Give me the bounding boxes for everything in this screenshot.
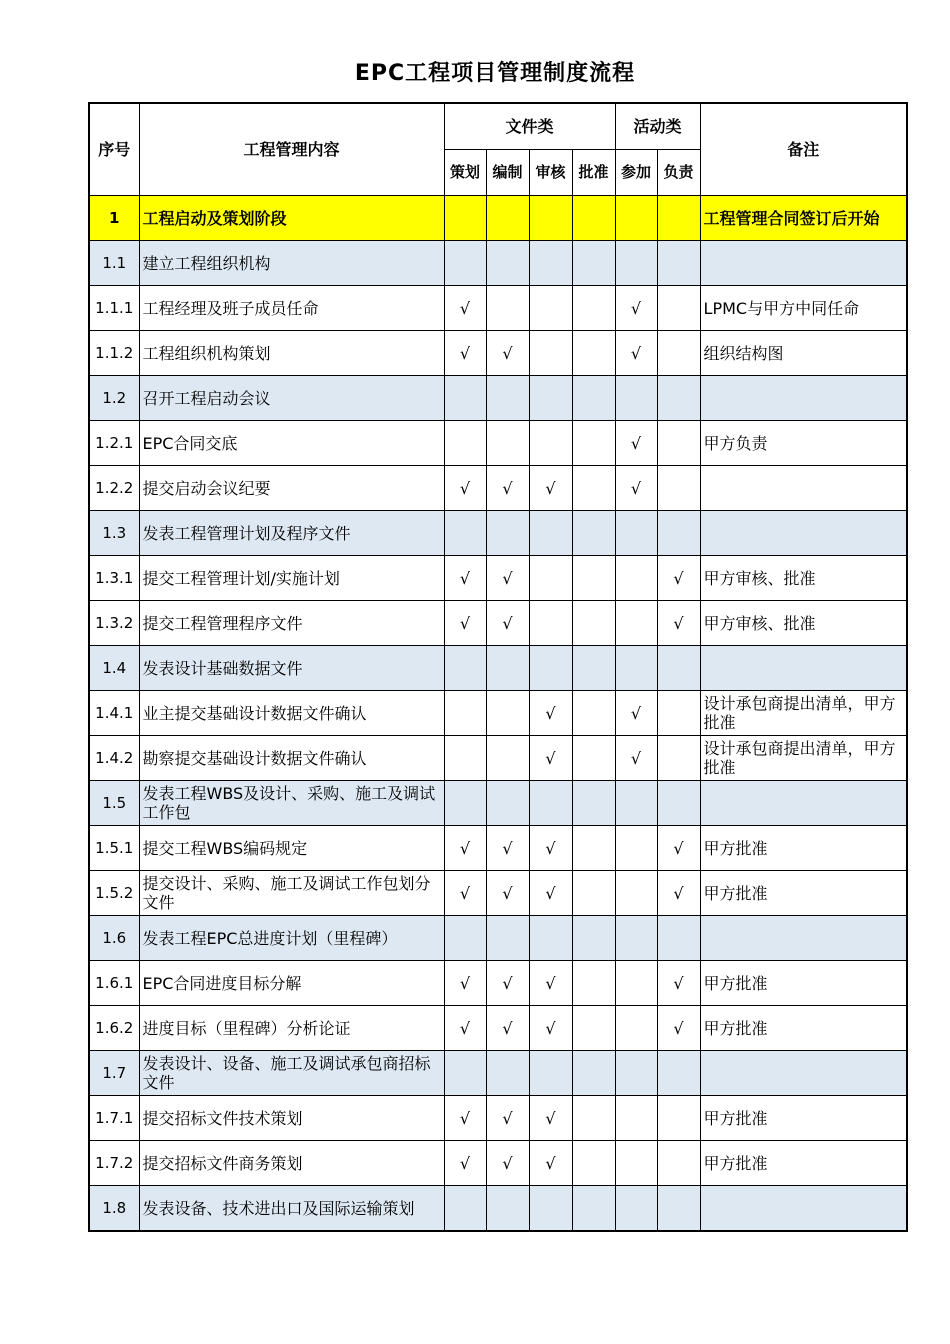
check-responsible: [657, 421, 700, 466]
check-responsible: [657, 646, 700, 691]
check-plan: [444, 691, 486, 736]
check-responsible: [657, 511, 700, 556]
row-remark: [700, 916, 907, 961]
check-participate: [615, 1051, 657, 1096]
check-review: [529, 241, 572, 286]
row-number: 1.5: [89, 781, 139, 826]
check-review: √: [529, 736, 572, 781]
check-review: [529, 331, 572, 376]
row-number: 1.1.2: [89, 331, 139, 376]
header-plan: 策划: [444, 150, 486, 196]
row-remark: 甲方审核、批准: [700, 601, 907, 646]
check-participate: √: [615, 331, 657, 376]
check-compile: √: [486, 1096, 529, 1141]
header-remark: 备注: [700, 103, 907, 196]
row-remark: 甲方批准: [700, 826, 907, 871]
check-approve: [572, 826, 615, 871]
check-compile: √: [486, 1006, 529, 1051]
section-row: [89, 376, 907, 421]
check-plan: [444, 241, 486, 286]
header-activity-group: 活动类: [615, 103, 700, 150]
check-review: [529, 916, 572, 961]
check-approve: [572, 331, 615, 376]
check-plan: [444, 916, 486, 961]
check-compile: [486, 241, 529, 286]
table-row: [89, 961, 907, 1006]
row-remark: 甲方负责: [700, 421, 907, 466]
check-approve: [572, 1141, 615, 1186]
row-remark: 设计承包商提出清单，甲方批准: [700, 736, 907, 781]
row-remark: 甲方批准: [700, 1006, 907, 1051]
check-approve: [572, 376, 615, 421]
check-responsible: √: [657, 826, 700, 871]
check-plan: [444, 196, 486, 241]
header-file-group: 文件类: [444, 103, 615, 150]
row-number: 1.7.1: [89, 1096, 139, 1141]
check-compile: [486, 286, 529, 331]
check-responsible: √: [657, 556, 700, 601]
row-remark: LPMC与甲方中同任命: [700, 286, 907, 331]
section-row: [89, 1051, 907, 1096]
check-approve: [572, 871, 615, 916]
check-review: √: [529, 1096, 572, 1141]
row-number: 1.3.1: [89, 556, 139, 601]
check-plan: √: [444, 286, 486, 331]
row-content: EPC合同交底: [139, 421, 444, 466]
row-number: 1.1: [89, 241, 139, 286]
table-row: [89, 736, 907, 781]
table-body: [89, 196, 907, 1232]
check-review: [529, 601, 572, 646]
row-number: 1.6.2: [89, 1006, 139, 1051]
check-plan: [444, 376, 486, 421]
row-remark: 组织结构图: [700, 331, 907, 376]
row-content: 提交设计、采购、施工及调试工作包划分文件: [139, 871, 444, 916]
check-plan: √: [444, 1006, 486, 1051]
table-row: [89, 1141, 907, 1186]
row-remark: [700, 241, 907, 286]
check-compile: [486, 511, 529, 556]
check-review: √: [529, 826, 572, 871]
header-content: 工程管理内容: [139, 103, 444, 196]
row-number: 1.2.2: [89, 466, 139, 511]
table-row: [89, 871, 907, 916]
check-responsible: [657, 286, 700, 331]
row-number: 1.3.2: [89, 601, 139, 646]
check-compile: [486, 691, 529, 736]
header-compile: 编制: [486, 150, 529, 196]
check-approve: [572, 736, 615, 781]
check-participate: [615, 826, 657, 871]
header-approve: 批准: [572, 150, 615, 196]
check-compile: √: [486, 466, 529, 511]
row-number: 1.4.2: [89, 736, 139, 781]
check-approve: [572, 1096, 615, 1141]
section-row: [89, 241, 907, 286]
check-plan: [444, 1186, 486, 1232]
check-plan: [444, 511, 486, 556]
row-content: 召开工程启动会议: [139, 376, 444, 421]
row-content: 提交启动会议纪要: [139, 466, 444, 511]
row-number: 1.6.1: [89, 961, 139, 1006]
check-participate: [615, 871, 657, 916]
header-no: 序号: [89, 103, 139, 196]
check-participate: √: [615, 286, 657, 331]
table-row: [89, 691, 907, 736]
check-participate: [615, 646, 657, 691]
row-content: 进度目标（里程碑）分析论证: [139, 1006, 444, 1051]
row-content: 提交招标文件商务策划: [139, 1141, 444, 1186]
check-participate: √: [615, 421, 657, 466]
row-content: 发表工程EPC总进度计划（里程碑）: [139, 916, 444, 961]
table-row: [89, 601, 907, 646]
check-plan: √: [444, 1096, 486, 1141]
section-row: [89, 1186, 907, 1232]
row-number: 1.7: [89, 1051, 139, 1096]
check-plan: √: [444, 961, 486, 1006]
check-review: [529, 196, 572, 241]
check-responsible: [657, 331, 700, 376]
check-review: √: [529, 1141, 572, 1186]
check-review: [529, 511, 572, 556]
table-row: [89, 1006, 907, 1051]
check-responsible: [657, 781, 700, 826]
check-review: [529, 1051, 572, 1096]
process-table: [88, 102, 908, 1232]
row-content: EPC合同进度目标分解: [139, 961, 444, 1006]
check-responsible: [657, 196, 700, 241]
check-plan: √: [444, 466, 486, 511]
check-compile: [486, 646, 529, 691]
check-responsible: [657, 736, 700, 781]
check-participate: [615, 1006, 657, 1051]
header-participate: 参加: [615, 150, 657, 196]
section-row: [89, 646, 907, 691]
row-remark: [700, 1186, 907, 1232]
row-remark: [700, 646, 907, 691]
check-participate: [615, 1096, 657, 1141]
check-participate: √: [615, 466, 657, 511]
table-row: [89, 826, 907, 871]
row-number: 1.5.2: [89, 871, 139, 916]
check-approve: [572, 511, 615, 556]
table-row: [89, 466, 907, 511]
check-compile: √: [486, 871, 529, 916]
row-remark: 甲方批准: [700, 961, 907, 1006]
check-compile: [486, 781, 529, 826]
check-review: [529, 556, 572, 601]
check-plan: √: [444, 331, 486, 376]
row-number: 1.7.2: [89, 1141, 139, 1186]
check-approve: [572, 1006, 615, 1051]
row-content: 提交招标文件技术策划: [139, 1096, 444, 1141]
row-content: 发表设计基础数据文件: [139, 646, 444, 691]
row-content: 工程启动及策划阶段: [139, 196, 444, 241]
check-participate: [615, 1141, 657, 1186]
check-participate: [615, 961, 657, 1006]
table-row: [89, 421, 907, 466]
check-compile: [486, 421, 529, 466]
table-row: [89, 1096, 907, 1141]
check-approve: [572, 1186, 615, 1232]
check-approve: [572, 556, 615, 601]
table-row: [89, 331, 907, 376]
check-participate: [615, 241, 657, 286]
row-content: 建立工程组织机构: [139, 241, 444, 286]
row-content: 工程组织机构策划: [139, 331, 444, 376]
check-review: [529, 286, 572, 331]
table-row: [89, 286, 907, 331]
check-approve: [572, 601, 615, 646]
check-compile: [486, 1186, 529, 1232]
check-review: √: [529, 466, 572, 511]
row-number: 1.4.1: [89, 691, 139, 736]
check-compile: √: [486, 601, 529, 646]
check-review: [529, 781, 572, 826]
check-review: √: [529, 691, 572, 736]
check-participate: [615, 556, 657, 601]
row-number: 1.4: [89, 646, 139, 691]
row-remark: 甲方审核、批准: [700, 556, 907, 601]
check-responsible: √: [657, 871, 700, 916]
check-plan: [444, 736, 486, 781]
check-plan: √: [444, 1141, 486, 1186]
row-number: 1.5.1: [89, 826, 139, 871]
section-row: [89, 781, 907, 826]
section-row: [89, 511, 907, 556]
header-row-1: [89, 103, 907, 150]
check-participate: [615, 1186, 657, 1232]
row-remark: 甲方批准: [700, 871, 907, 916]
table-row: [89, 556, 907, 601]
check-responsible: [657, 241, 700, 286]
row-remark: 设计承包商提出清单，甲方批准: [700, 691, 907, 736]
check-approve: [572, 1051, 615, 1096]
check-participate: √: [615, 691, 657, 736]
check-review: √: [529, 871, 572, 916]
check-participate: [615, 376, 657, 421]
check-compile: √: [486, 961, 529, 1006]
check-plan: [444, 781, 486, 826]
check-compile: [486, 196, 529, 241]
row-content: 业主提交基础设计数据文件确认: [139, 691, 444, 736]
check-approve: [572, 916, 615, 961]
check-responsible: √: [657, 601, 700, 646]
check-approve: [572, 691, 615, 736]
check-plan: √: [444, 556, 486, 601]
row-content: 工程经理及班子成员任命: [139, 286, 444, 331]
document-title: EPC工程项目管理制度流程: [354, 61, 636, 86]
check-plan: √: [444, 871, 486, 916]
check-review: [529, 646, 572, 691]
row-number: 1.3: [89, 511, 139, 556]
row-content: 提交工程管理计划/实施计划: [139, 556, 444, 601]
check-review: [529, 1186, 572, 1232]
check-responsible: [657, 1141, 700, 1186]
check-participate: [615, 196, 657, 241]
check-participate: [615, 781, 657, 826]
row-remark: 甲方批准: [700, 1141, 907, 1186]
check-responsible: √: [657, 1006, 700, 1051]
row-number: 1.2.1: [89, 421, 139, 466]
check-approve: [572, 646, 615, 691]
check-compile: √: [486, 331, 529, 376]
section-row: [89, 916, 907, 961]
check-compile: [486, 736, 529, 781]
check-review: [529, 421, 572, 466]
row-remark: 工程管理合同签订后开始: [700, 196, 907, 241]
row-number: 1.6: [89, 916, 139, 961]
row-content: 发表设计、设备、施工及调试承包商招标文件: [139, 1051, 444, 1096]
check-approve: [572, 421, 615, 466]
row-remark: [700, 466, 907, 511]
row-remark: 甲方批准: [700, 1096, 907, 1141]
row-number: 1.8: [89, 1186, 139, 1232]
check-plan: [444, 1051, 486, 1096]
check-responsible: [657, 376, 700, 421]
check-approve: [572, 286, 615, 331]
check-approve: [572, 781, 615, 826]
row-number: 1.1.1: [89, 286, 139, 331]
row-content: 勘察提交基础设计数据文件确认: [139, 736, 444, 781]
row-remark: [700, 511, 907, 556]
header-responsible: 负责: [657, 150, 700, 196]
check-responsible: [657, 1186, 700, 1232]
check-responsible: [657, 916, 700, 961]
check-responsible: [657, 1096, 700, 1141]
check-plan: √: [444, 601, 486, 646]
phase-row: [89, 196, 907, 241]
check-approve: [572, 196, 615, 241]
check-participate: [615, 601, 657, 646]
check-plan: √: [444, 826, 486, 871]
check-approve: [572, 961, 615, 1006]
row-content: 提交工程WBS编码规定: [139, 826, 444, 871]
check-participate: √: [615, 736, 657, 781]
row-content: 发表设备、技术进出口及国际运输策划: [139, 1186, 444, 1232]
row-number: 1: [89, 196, 139, 241]
check-responsible: [657, 691, 700, 736]
check-approve: [572, 466, 615, 511]
check-plan: [444, 421, 486, 466]
row-content: 发表工程WBS及设计、采购、施工及调试工作包: [139, 781, 444, 826]
check-participate: [615, 916, 657, 961]
check-participate: [615, 511, 657, 556]
check-compile: [486, 1051, 529, 1096]
check-plan: [444, 646, 486, 691]
check-compile: √: [486, 556, 529, 601]
row-remark: [700, 781, 907, 826]
header-review: 审核: [529, 150, 572, 196]
check-compile: [486, 916, 529, 961]
check-review: [529, 376, 572, 421]
check-responsible: √: [657, 961, 700, 1006]
check-compile: √: [486, 1141, 529, 1186]
row-number: 1.2: [89, 376, 139, 421]
check-responsible: [657, 466, 700, 511]
row-content: 发表工程管理计划及程序文件: [139, 511, 444, 556]
check-compile: [486, 376, 529, 421]
check-review: √: [529, 1006, 572, 1051]
check-review: √: [529, 961, 572, 1006]
check-approve: [572, 241, 615, 286]
check-responsible: [657, 1051, 700, 1096]
check-compile: √: [486, 826, 529, 871]
row-content: 提交工程管理程序文件: [139, 601, 444, 646]
row-remark: [700, 1051, 907, 1096]
row-remark: [700, 376, 907, 421]
